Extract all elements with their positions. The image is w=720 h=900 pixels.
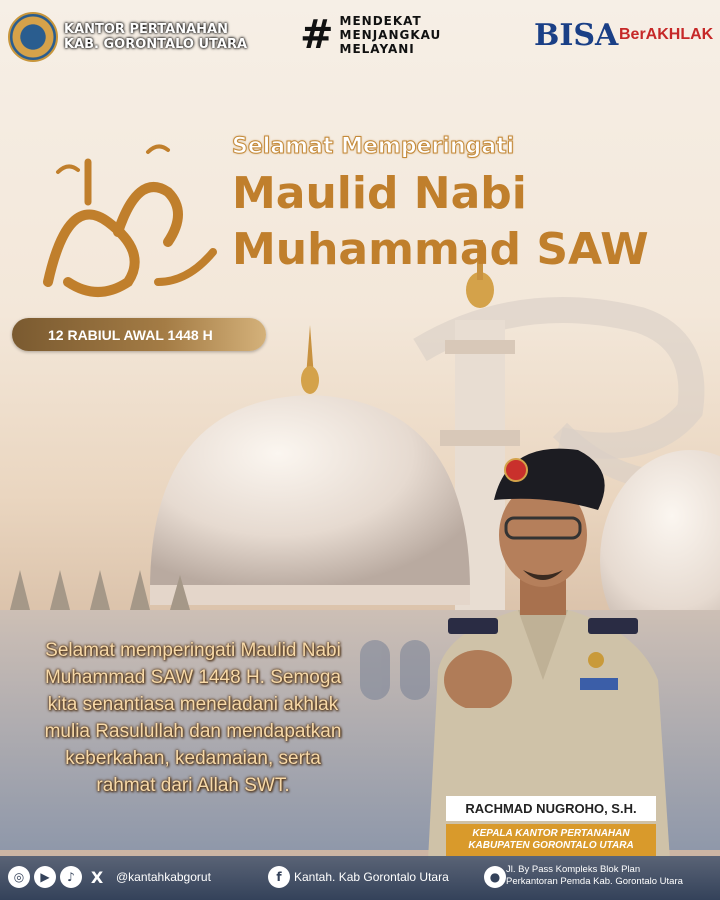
location-pin-icon: ● xyxy=(484,866,506,888)
org-name-line1: KANTOR PERTANAHAN xyxy=(64,22,228,37)
hashtag-icon: # xyxy=(300,12,334,58)
person-name: RACHMAD NUGROHO, S.H. xyxy=(446,796,656,821)
instagram-icon[interactable]: ◎ xyxy=(8,866,30,888)
social-handle[interactable]: @kantahkabgorut xyxy=(116,870,211,884)
berakhlak-logo: BerAKHLAK xyxy=(619,26,714,43)
message-line4: mulia Rasulullah dan mendapatkan xyxy=(44,721,342,742)
greeting-subtitle: Selamat Memperingati xyxy=(232,134,515,159)
facebook-name[interactable]: Kantah. Kab Gorontalo Utara xyxy=(294,870,449,884)
facebook-icon[interactable]: f xyxy=(268,866,290,888)
bisa-logo: BISA xyxy=(534,18,619,53)
message-line6: rahmat dari Allah SWT. xyxy=(96,775,290,796)
address-line2: Perkantoran Pemda Kab. Gorontalo Utara xyxy=(506,876,683,887)
person-position xyxy=(446,824,656,856)
social-icons xyxy=(8,866,211,888)
tagline-line1: MENDEKAT xyxy=(339,14,422,28)
position-line1: KEPALA KANTOR PERTANAHAN xyxy=(472,828,630,839)
tagline-line2: MENJANGKAU xyxy=(339,28,442,42)
message-line2: Muhammad SAW 1448 H. Semoga xyxy=(44,667,342,688)
position-line2: KABUPATEN GORONTALO UTARA xyxy=(468,840,634,851)
footer xyxy=(0,856,720,900)
address xyxy=(506,864,716,888)
tagline-line3: MELAYANI xyxy=(339,42,415,56)
org-name-line2: KAB. GORONTALO UTARA xyxy=(64,37,248,52)
facebook-link[interactable] xyxy=(268,866,449,888)
bpn-emblem-icon xyxy=(8,12,58,62)
organization-name xyxy=(64,22,247,52)
agency-logo xyxy=(8,12,247,62)
greeting-message xyxy=(18,637,368,799)
title-line2: Muhammad SAW xyxy=(232,224,649,275)
youtube-icon[interactable]: ▶ xyxy=(34,866,56,888)
x-icon[interactable]: X xyxy=(90,867,104,887)
message-line5: keberkahan, kedamaian, serta xyxy=(65,748,321,769)
address-line1: Jl. By Pass Kompleks Blok Plan xyxy=(506,864,641,875)
greeting-title xyxy=(232,166,712,278)
message-line1: Selamat memperingati Maulid Nabi xyxy=(45,640,341,661)
date-badge xyxy=(12,318,266,351)
tagline xyxy=(300,14,441,56)
name-plate xyxy=(446,796,656,856)
tiktok-icon[interactable]: ♪ xyxy=(60,866,82,888)
tagline-text xyxy=(340,14,442,56)
muhammad-calligraphy-icon xyxy=(28,132,218,307)
title-line1: Maulid Nabi xyxy=(232,168,527,219)
date-text: 12 RABIUL AWAL 1448 H xyxy=(48,327,213,343)
message-line3: kita senantiasa meneladani akhlak xyxy=(47,694,339,715)
